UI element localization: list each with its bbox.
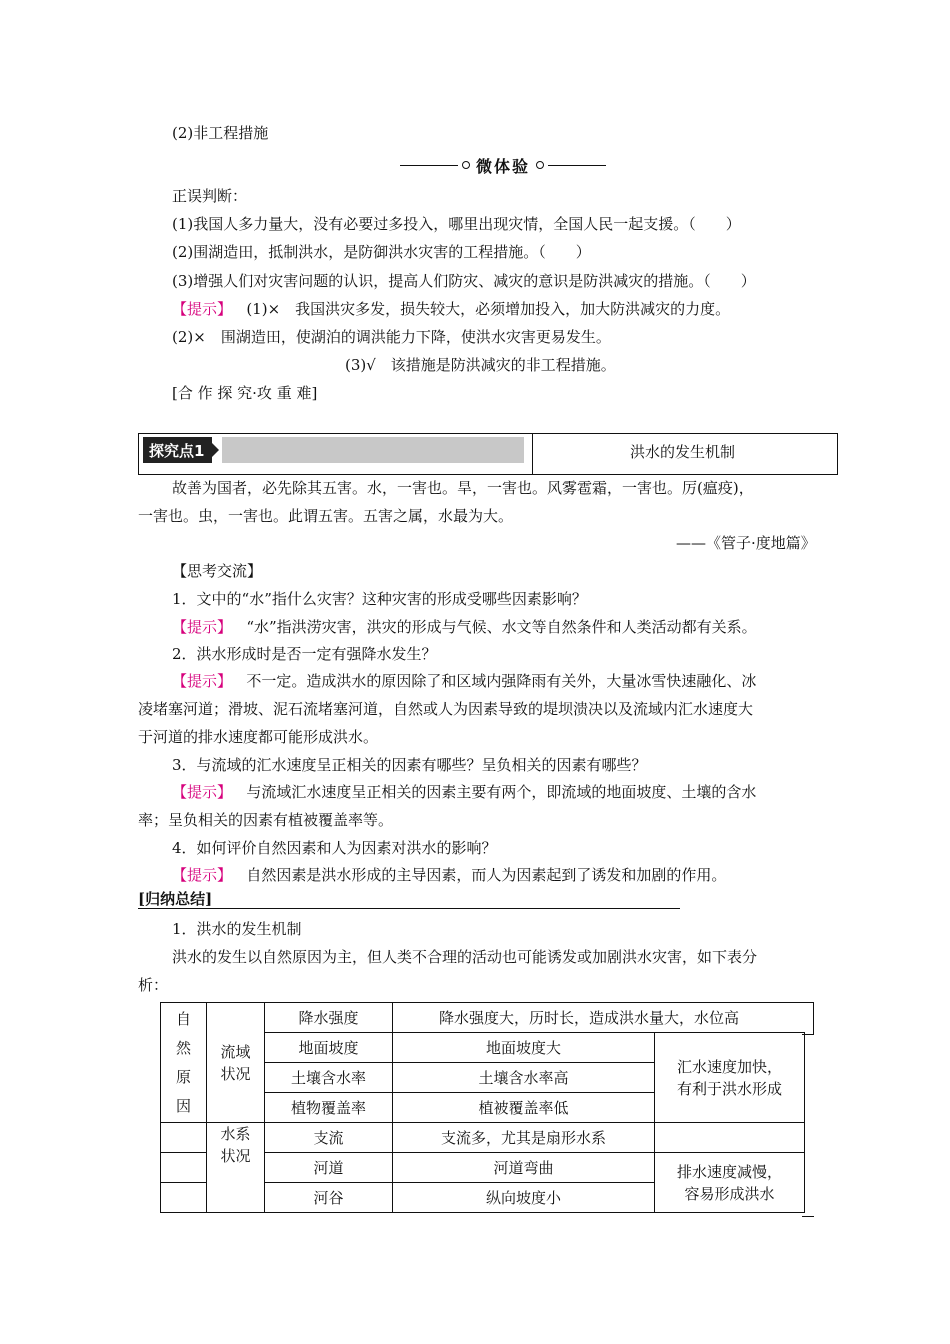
hint-label: 【提示】 bbox=[172, 783, 233, 801]
hint-3-line-2: 率；呈负相关的因素有植被覆盖率等。 bbox=[138, 811, 394, 829]
answer-2: (2)× 围湖造田，使湖泊的调洪能力下降，使洪水灾害更易发生。 bbox=[172, 328, 611, 346]
quote-line-1: 故善为国者，必先除其五害。水，一害也。旱，一害也。风雾雹霜，一害也。厉(瘟疫)， bbox=[172, 479, 754, 497]
hint-label: 【提示】 bbox=[172, 672, 233, 690]
judge-intro: 正误判断： bbox=[172, 187, 248, 205]
table-cell: 植物覆盖率 bbox=[265, 1093, 393, 1123]
topic-band bbox=[222, 437, 524, 463]
hint-label: 【提示】 bbox=[172, 618, 233, 636]
hint-2 bbox=[172, 671, 756, 691]
think-heading: 【思考交流】 bbox=[172, 562, 263, 580]
table-cell bbox=[161, 1153, 207, 1183]
cell-text: 排水速度减慢， bbox=[676, 1162, 782, 1181]
table-cell: 土壤含水率 bbox=[265, 1063, 393, 1093]
hint-2-line-2: 凌堵塞河道；滑坡、泥石流堵塞河道，自然或人为因素导致的堤坝溃决以及流域内汇水速度大 bbox=[138, 700, 754, 718]
effect-cell-2 bbox=[655, 1153, 805, 1213]
summary-para-line-1: 洪水的发生以自然原因为主，但人类不合理的活动也可能诱发或加剧洪水灾害，如下表分 bbox=[172, 948, 758, 966]
answer-1-text: (1)× 我国洪灾多发，损失较大，必须增加投入，加大防洪减灾的力度。 bbox=[246, 300, 731, 318]
table-cell bbox=[161, 1183, 207, 1213]
table-cell: 植被覆盖率低 bbox=[393, 1093, 655, 1123]
rule-left bbox=[400, 165, 458, 166]
question-2: 2．洪水形成时是否一定有强降水发生？ bbox=[172, 645, 437, 663]
table-cell: 纵向坡度小 bbox=[393, 1183, 655, 1213]
question-3: 3．与流域的汇水速度呈正相关的因素有哪些？呈负相关的因素有哪些？ bbox=[172, 756, 647, 774]
table-cell: 河道弯曲 bbox=[393, 1153, 655, 1183]
flood-mechanism-table bbox=[160, 1002, 805, 1213]
table-cell: 地面坡度大 bbox=[393, 1033, 655, 1063]
water-system-cell bbox=[207, 1123, 265, 1213]
micro-experience-heading bbox=[388, 153, 618, 177]
table-extension-foot bbox=[802, 1216, 814, 1217]
section-heading: (2)非工程措施 bbox=[172, 124, 269, 142]
dot-left bbox=[462, 161, 470, 169]
hint-label: 【提示】 bbox=[172, 300, 233, 318]
table-cell: 地面坡度 bbox=[265, 1033, 393, 1063]
basin-condition-cell bbox=[207, 1003, 265, 1123]
cell-text: 自 bbox=[175, 1009, 191, 1028]
hint-1-text: “水”指洪涝灾害，洪灾的形成与气候、水文等自然条件和人类活动都有关系。 bbox=[246, 618, 757, 636]
hint-4-text: 自然因素是洪水形成的主导因素，而人为因素起到了诱发和加剧的作用。 bbox=[246, 866, 727, 884]
coop-heading: [合 作 探 究·攻 重 难] bbox=[172, 384, 318, 402]
judge-item-3: (3)增强人们对灾害问题的认识，提高人们防灾、减灾的意识是防洪减灾的措施。（ ） bbox=[172, 272, 756, 290]
cell-text: 水系 bbox=[220, 1125, 251, 1143]
cell-text: 汇水速度加快， bbox=[676, 1057, 782, 1076]
answer-3: (3)√ 该措施是防洪减灾的非工程措施。 bbox=[345, 356, 616, 374]
table-cell bbox=[161, 1123, 207, 1153]
cell-text: 因 bbox=[175, 1096, 191, 1115]
cell-text: 状况 bbox=[220, 1147, 251, 1165]
table-cell: 支流 bbox=[265, 1123, 393, 1153]
table-cell: 河谷 bbox=[265, 1183, 393, 1213]
topic-title: 洪水的发生机制 bbox=[630, 443, 736, 461]
hint-1 bbox=[172, 617, 757, 637]
table-cell bbox=[655, 1123, 805, 1153]
hint-3-text: 与流域汇水速度呈正相关的因素主要有两个，即流域的地面坡度、土壤的含水 bbox=[246, 783, 757, 801]
table-cell: 河道 bbox=[265, 1153, 393, 1183]
question-4: 4．如何评价自然因素和人为因素对洪水的影响？ bbox=[172, 839, 497, 857]
topic-tag bbox=[143, 437, 212, 463]
table-extension-side bbox=[813, 1002, 814, 1035]
quote-line-2: 一害也。虫，一害也。此谓五害。五害之属，水最为大。 bbox=[138, 507, 514, 525]
topic-tag-label: 探究点1 bbox=[149, 441, 205, 460]
cell-text: 容易形成洪水 bbox=[684, 1184, 775, 1203]
summary-item-1: 1．洪水的发生机制 bbox=[172, 920, 302, 938]
table-row bbox=[161, 1123, 805, 1153]
natural-cause-cell bbox=[161, 1003, 207, 1123]
cell-text: 流域 bbox=[220, 1042, 251, 1061]
judge-item-2: (2)围湖造田，抵制洪水，是防御洪水灾害的工程措施。（ ） bbox=[172, 243, 591, 261]
table-cell: 土壤含水率高 bbox=[393, 1063, 655, 1093]
table-extension-bottom bbox=[802, 1034, 814, 1035]
micro-title: 微体验 bbox=[475, 156, 530, 176]
table-cell: 降水强度 bbox=[265, 1003, 393, 1033]
hint-3 bbox=[172, 782, 756, 802]
hint-2-line-3: 于河道的排水速度都可能形成洪水。 bbox=[138, 728, 379, 746]
effect-cell-1 bbox=[655, 1033, 805, 1123]
hint-2-text: 不一定。造成洪水的原因除了和区域内强降雨有关外，大量冰雪快速融化、冰 bbox=[246, 672, 757, 690]
table-row bbox=[161, 1003, 805, 1033]
topic-divider bbox=[532, 433, 533, 475]
dot-right bbox=[536, 161, 544, 169]
question-1: 1．文中的“水”指什么灾害？这种灾害的形成受哪些因素影响？ bbox=[172, 590, 587, 608]
hint-4 bbox=[172, 865, 726, 885]
judge-item-1: (1)我国人多力量大，没有必要过多投入，哪里出现灾情，全国人民一起支援。（ ） bbox=[172, 215, 741, 233]
summary-heading: [归纳总结] bbox=[138, 890, 213, 908]
topic-tag-notch bbox=[212, 443, 219, 457]
quote-source: ——《管子·度地篇》 bbox=[676, 534, 816, 552]
table-cell: 降水强度大，历时长，造成洪水量大，水位高 bbox=[393, 1003, 805, 1033]
cell-text: 有利于洪水形成 bbox=[676, 1079, 782, 1098]
rule-right bbox=[548, 165, 606, 166]
cell-text: 原 bbox=[175, 1067, 191, 1086]
cell-text: 状况 bbox=[220, 1064, 251, 1083]
hint-label: 【提示】 bbox=[172, 866, 233, 884]
cell-text: 然 bbox=[175, 1038, 191, 1057]
summary-rule bbox=[138, 908, 680, 909]
answer-1 bbox=[172, 299, 730, 319]
table-cell: 支流多，尤其是扇形水系 bbox=[393, 1123, 655, 1153]
summary-para-line-2: 析： bbox=[138, 976, 169, 994]
